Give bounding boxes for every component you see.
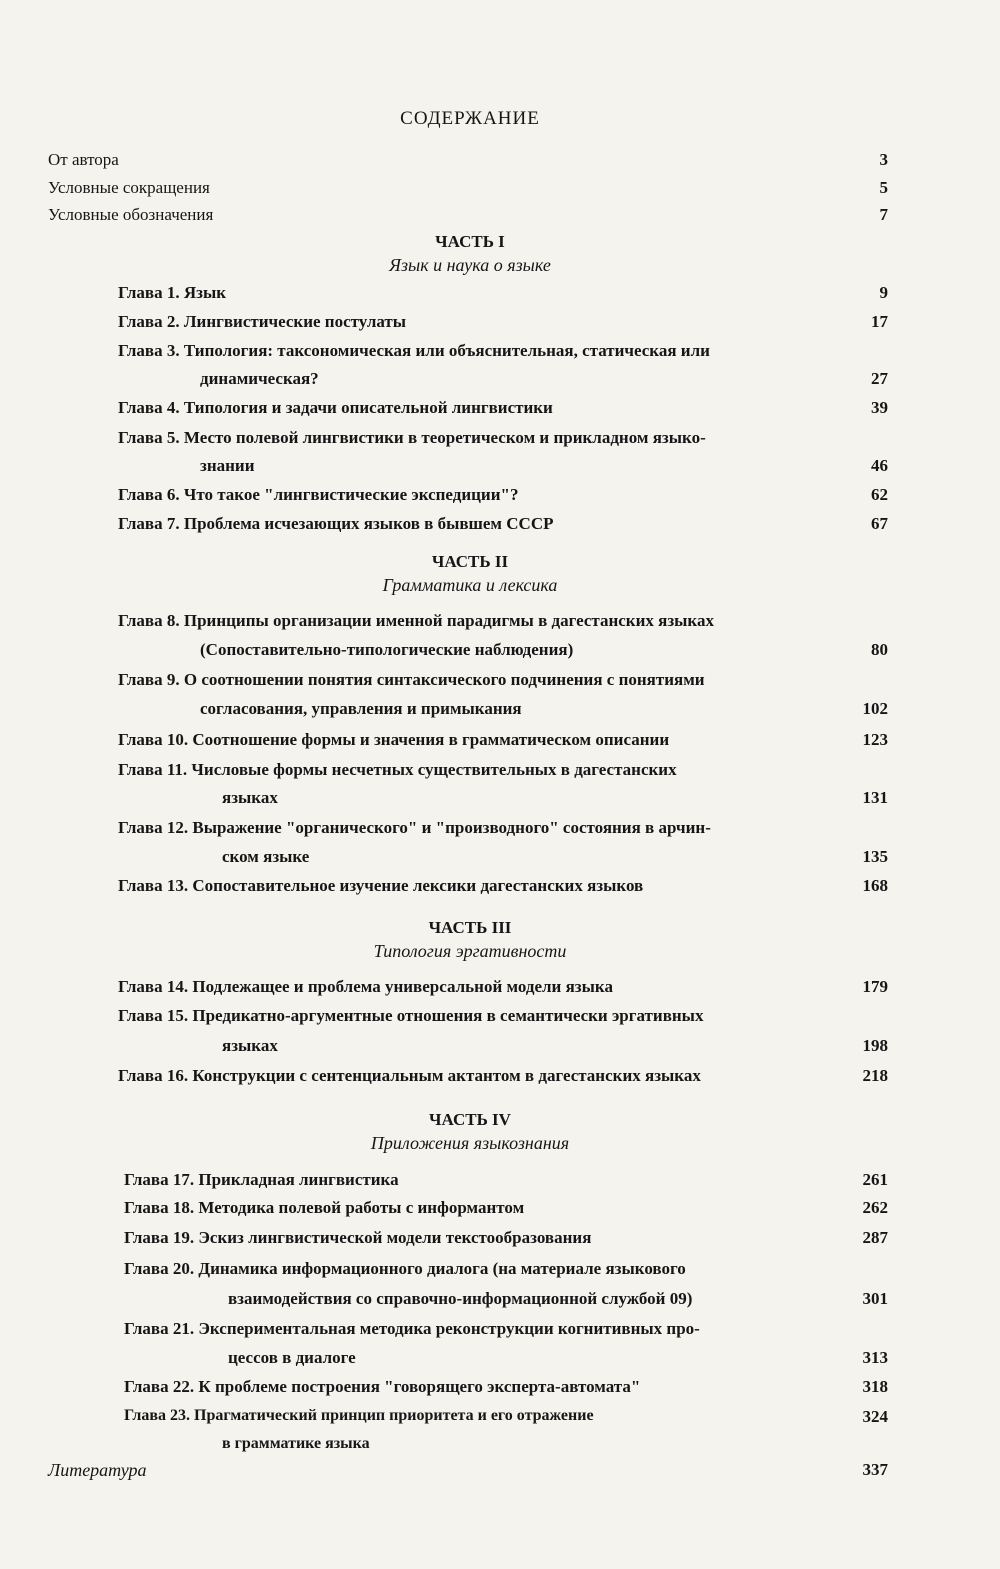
part-label: ЧАСТЬ I xyxy=(435,232,505,251)
chapter-title-cont: взаимодействия со справочно-информационной службой 09) xyxy=(228,1289,693,1308)
chapter-title-cont: динамическая? xyxy=(200,369,319,388)
chapter-page: 67 xyxy=(871,514,888,533)
chapter-page: 313 xyxy=(862,1348,888,1367)
toc-entry-page: 3 xyxy=(879,150,888,169)
chapter-title[interactable]: Глава 11. Числовые формы несчетных существительных в дагестанских xyxy=(118,760,677,779)
chapter-title[interactable]: Глава 18. Методика полевой работы с информантом xyxy=(124,1198,525,1217)
chapter-page: 123 xyxy=(862,730,888,749)
part-title: Грамматика и лексика xyxy=(382,575,558,595)
toc-entry-symbols[interactable] xyxy=(48,203,888,227)
chapter-page: 131 xyxy=(862,788,888,807)
chapter-title[interactable]: Глава 22. К проблеме построения "говорящего эксперта-автомата" xyxy=(124,1377,641,1396)
toc-entry-abbreviations[interactable] xyxy=(48,176,888,200)
chapter-title-cont: ском языке xyxy=(222,847,310,866)
chapter-page: 324 xyxy=(862,1407,888,1426)
toc-entry-page: 5 xyxy=(879,178,888,197)
part-label: ЧАСТЬ III xyxy=(428,918,512,937)
toc-entry-title: Условные сокращения xyxy=(48,178,210,197)
toc-entry-title: Условные обозначения xyxy=(48,205,214,224)
chapter-title-cont: языках xyxy=(222,1036,278,1055)
part-label: ЧАСТЬ II xyxy=(431,552,509,571)
chapter-page: 46 xyxy=(871,456,888,475)
chapter-page: 168 xyxy=(862,876,888,895)
chapter-title[interactable]: Глава 9. О соотношении понятия синтаксического подчинения с понятиями xyxy=(118,670,705,689)
chapter-title-cont: языках xyxy=(222,788,278,807)
chapter-title[interactable]: Глава 4. Типология и задачи описательной лингвистики xyxy=(118,398,553,417)
toc-entry-literature[interactable]: Литература xyxy=(48,1460,147,1480)
toc-entry-author[interactable] xyxy=(48,148,888,172)
toc-entry-title: От автора xyxy=(48,150,119,169)
chapter-page: 287 xyxy=(862,1228,888,1247)
part-title: Язык и наука о языке xyxy=(389,255,551,275)
chapter-page: 62 xyxy=(871,485,888,504)
chapter-title[interactable]: Глава 14. Подлежащее и проблема универсальной модели языка xyxy=(118,977,613,996)
part-label: ЧАСТЬ IV xyxy=(429,1110,511,1129)
chapter-page: 17 xyxy=(871,312,888,331)
chapter-page: 80 xyxy=(871,640,888,659)
chapter-title[interactable]: Глава 5. Место полевой лингвистики в теоретическом и прикладном языко- xyxy=(118,428,706,447)
chapter-page: 261 xyxy=(862,1170,888,1189)
chapter-title-cont: (Сопоставительно-типологические наблюдения) xyxy=(200,640,574,659)
chapter-title[interactable]: Глава 13. Сопоставительное изучение лексики дагестанских языков xyxy=(118,876,644,895)
chapter-title[interactable]: Глава 8. Принципы организации именной парадигмы в дагестанских языках xyxy=(118,611,714,630)
chapter-title[interactable]: Глава 15. Предикатно-аргументные отношения в семантически эргативных xyxy=(118,1006,704,1025)
part-title: Типология эргативности xyxy=(373,941,567,961)
chapter-page: 39 xyxy=(871,398,888,417)
chapter-title[interactable]: Глава 10. Соотношение формы и значения в грамматическом описании xyxy=(118,730,670,749)
chapter-page: 179 xyxy=(862,977,888,996)
chapter-title[interactable]: Глава 21. Экспериментальная методика реконструкции когнитивных про- xyxy=(124,1319,700,1338)
chapter-page: 218 xyxy=(862,1066,888,1085)
chapter-title[interactable]: Глава 17. Прикладная лингвистика xyxy=(124,1170,399,1189)
chapter-title[interactable]: Глава 6. Что такое "лингвистические экспедиции"? xyxy=(118,485,519,504)
chapter-title-cont: знании xyxy=(200,456,255,475)
chapter-title[interactable]: Глава 7. Проблема исчезающих языков в бывшем СССР xyxy=(118,514,554,533)
chapter-page: 27 xyxy=(871,369,888,388)
part-title: Приложения языкознания xyxy=(370,1133,570,1153)
chapter-title[interactable]: Глава 2. Лингвистические постулаты xyxy=(118,312,407,331)
chapter-page: 301 xyxy=(862,1289,888,1308)
chapter-title-cont: в грамматике языка xyxy=(222,1435,370,1452)
chapter-title[interactable]: Глава 1. Язык xyxy=(118,283,227,302)
toc-entry-page: 337 xyxy=(862,1460,888,1479)
page-title: СОДЕРЖАНИЕ xyxy=(400,108,540,129)
chapter-page: 198 xyxy=(862,1036,888,1055)
chapter-page: 9 xyxy=(879,283,888,302)
chapter-page: 102 xyxy=(862,699,888,718)
chapter-title[interactable]: Глава 23. Прагматический принцип приоритета и его отражение xyxy=(124,1407,594,1424)
chapter-title[interactable]: Глава 20. Динамика информационного диалога (на материале языкового xyxy=(124,1259,686,1278)
chapter-title-cont: согласования, управления и примыкания xyxy=(200,699,522,718)
chapter-page: 318 xyxy=(862,1377,888,1396)
chapter-title[interactable]: Глава 3. Типология: таксономическая или объяснительная, статическая или xyxy=(118,341,710,360)
chapter-title[interactable]: Глава 19. Эскиз лингвистической модели текстообразования xyxy=(124,1228,592,1247)
chapter-title[interactable]: Глава 12. Выражение "органического" и "производного" состояния в арчин- xyxy=(118,818,711,837)
chapter-title[interactable]: Глава 16. Конструкции с сентенциальным актантом в дагестанских языках xyxy=(118,1066,701,1085)
chapter-page: 135 xyxy=(862,847,888,866)
toc-entry-page: 7 xyxy=(879,205,888,224)
chapter-title-cont: цессов в диалоге xyxy=(228,1348,356,1367)
chapter-page: 262 xyxy=(862,1198,888,1217)
